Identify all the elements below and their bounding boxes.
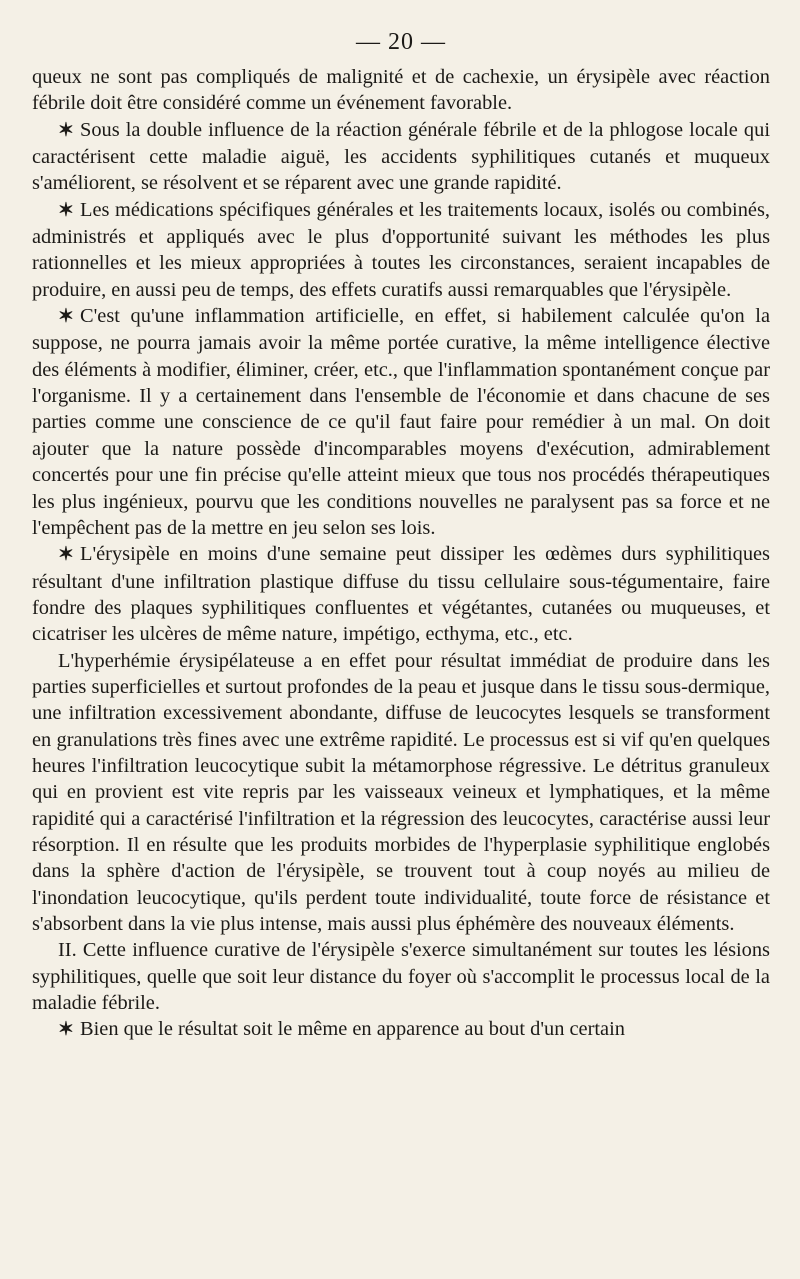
paragraph-8: ✶ Bien que le résultat soit le même en apparence au bout d'un certain — [32, 1016, 770, 1043]
paragraph-4: ✶ C'est qu'une inflammation artificielle, en effet, si habilement calculée qu'on la suppose, ne pourra jamais avoir la même portée curative, la même intelligence élective des éléments à modifier, éliminer, créer, etc., que l'inflammation spontanément conçue par l'organisme. Il y a certainement dans l'ensemble de l'économie et dans chacune de ses parties comme une conscience de ce qu'il faut faire pour remédier à un mal. On doit ajouter que la nature possède d'incomparables moyens d'exécution, admirablement concertés pour une fin précise qu'elle atteint mieux que tous nos procédés thérapeutiques les plus ingénieux, pourvu que les conditions nouvelles ne paralysent pas sa force et ne l'empêchent pas de la mettre en jeu selon ses lois. — [32, 305, 770, 539]
paragraph-6: L'hyperhémie érysipélateuse a en effet pour résultat immédiat de produire dans les parties superficielles et surtout profondes de la peau et jusque dans le tissu sous-dermique, une infiltration excessivement abondante, diffuse de leucocytes lesquels se transforment en granulations très fines avec une extrême rapidité. Le processus est si vif qu'en quelques heures l'infiltration leucocytique subit la métamorphose régressive. Le détritus granuleux qui en provient est vite repris par les vaisseaux veineux et lymphatiques, et la même rapidité qui a caractérisé l'infiltration et la régression des leucocytes, caractérise aussi leur résorption. Il en résulte que les produits morbides de l'hyperplasie syphilitique englobés dans la sphère d'action de l'érysipèle, se trouvent tout à coup noyés au milieu de l'inondation leucocytique, qu'ils perdent toute individualité, toute force de résistance et s'absorbent dans la vie plus intense, mais aussi plus éphémère des nouveaux éléments. — [32, 649, 770, 935]
page-number: — 20 — — [356, 29, 446, 55]
paragraph-3: ✶ Les médications spécifiques générales et les traitements locaux, isolés ou combinés, administrés et appliqués avec le plus d'opportunité suivant les méthodes les plus rationnelles et les mieux appropriées à toutes les circonstances, seraient incapables de produire, en aussi peu de temps, des effets curatifs aussi remarquables que l'érysipèle. — [32, 198, 770, 301]
paragraph-7: II. Cette influence curative de l'érysipèle s'exerce simultanément sur toutes les lésions syphilitiques, quelle que soit leur distance du foyer où s'accomplit le processus local de la maladie fébrile. — [32, 939, 770, 1015]
paragraph-2: ✶ Sous la double influence de la réaction générale fébrile et de la phlogose locale qui caractérisent cette maladie aiguë, les accidents syphilitiques cutanés et muqueux s'améliorent, se résolvent et se réparent avec une grande rapidité. — [32, 118, 770, 195]
paragraph-5: ✶ L'érysipèle en moins d'une semaine peut dissiper les œdèmes durs syphilitiques résultant d'une infiltration plastique diffuse du tissu cellulaire sous-tégumentaire, faire fondre des plaques syphilitiques confluentes et végétantes, cutanées ou muqueuses, et cicatriser les ulcères de même nature, impétigo, ecthyma, etc., etc. — [32, 543, 770, 646]
asterisk-marker-icon: ✶ — [58, 119, 74, 141]
body-text — [32, 64, 770, 1044]
asterisk-marker-icon: ✶ — [58, 1019, 74, 1041]
asterisk-marker-icon: ✶ — [58, 544, 74, 566]
asterisk-marker-icon: ✶ — [58, 199, 74, 221]
paragraph-1: queux ne sont pas compliqués de malignité et de cachexie, un érysipèle avec réaction fébrile doit être considéré comme un événement favorable. — [32, 66, 770, 115]
asterisk-marker-icon: ✶ — [58, 306, 74, 328]
